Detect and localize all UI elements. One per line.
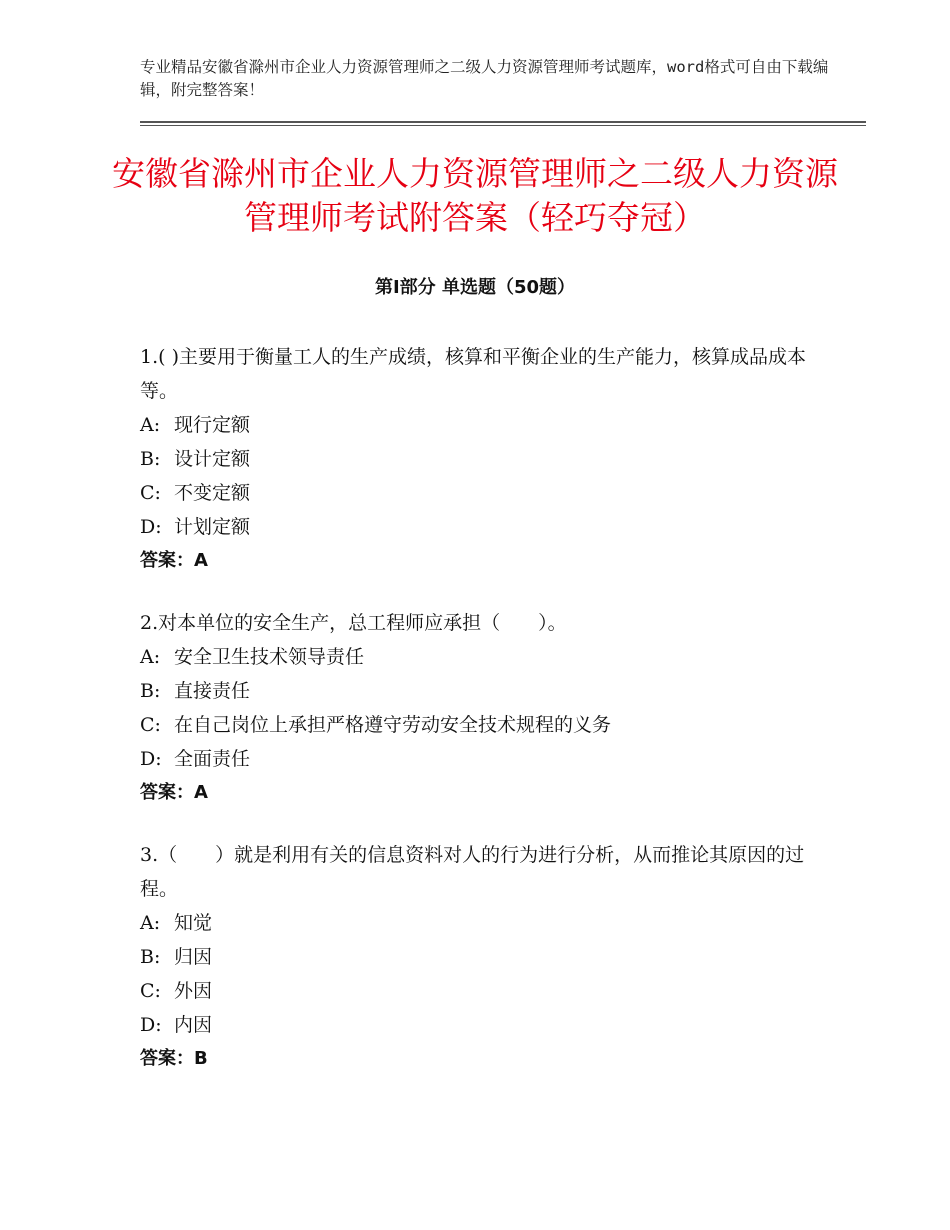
option-letter: A: xyxy=(140,646,161,668)
document-title: 安徽省滁州市企业人力资源管理师之二级人力资源管理师考试附答案（轻巧夺冠） xyxy=(112,154,838,237)
option-b xyxy=(140,940,820,974)
option-letter: C: xyxy=(140,980,161,1002)
option-a xyxy=(140,640,820,674)
header-rule-thin xyxy=(140,125,866,126)
option-text: 计划定额 xyxy=(174,516,251,538)
question-stem: 3.（ ）就是利用有关的信息资料对人的行为进行分析，从而推论其原因的过程。 xyxy=(140,844,805,900)
option-text: 内因 xyxy=(174,1014,213,1036)
option-a xyxy=(140,906,820,940)
option-letter: C: xyxy=(140,482,161,504)
option-text: 安全卫生技术领导责任 xyxy=(174,646,365,668)
option-letter: B: xyxy=(140,680,161,702)
question-stem: 2.对本单位的安全生产，总工程师应承担（ ）。 xyxy=(140,612,567,634)
header-rule-thick xyxy=(140,121,866,123)
option-text: 全面责任 xyxy=(174,748,251,770)
option-letter: D: xyxy=(140,516,162,538)
option-letter: B: xyxy=(140,448,161,470)
option-c xyxy=(140,974,820,1008)
option-d xyxy=(140,742,820,776)
option-text: 设计定额 xyxy=(174,448,251,470)
answer-label: 答案：B xyxy=(140,1048,208,1069)
header-note: 专业精品安徽省滁州市企业人力资源管理师之二级人力资源管理师考试题库，word格式可自由下载编辑，附完整答案！ xyxy=(140,58,829,99)
option-letter: D: xyxy=(140,1014,162,1036)
question-item xyxy=(140,606,820,810)
question-item xyxy=(140,340,820,578)
option-letter: D: xyxy=(140,748,162,770)
option-b xyxy=(140,674,820,708)
option-c xyxy=(140,476,820,510)
answer-label: 答案：A xyxy=(140,550,208,571)
option-text: 直接责任 xyxy=(174,680,251,702)
option-text: 在自己岗位上承担严格遵守劳动安全技术规程的义务 xyxy=(174,714,612,736)
answer-label: 答案：A xyxy=(140,782,208,803)
question-item xyxy=(140,838,820,1076)
option-text: 知觉 xyxy=(174,912,213,934)
option-letter: C: xyxy=(140,714,161,736)
option-letter: A: xyxy=(140,414,161,436)
option-text: 现行定额 xyxy=(174,414,251,436)
option-text: 归因 xyxy=(174,946,213,968)
option-d xyxy=(140,510,820,544)
option-b xyxy=(140,442,820,476)
option-text: 不变定额 xyxy=(174,482,251,504)
section-heading: 第Ⅰ部分 单选题（50题） xyxy=(374,277,575,298)
option-letter: A: xyxy=(140,912,161,934)
question-stem: 1.( )主要用于衡量工人的生产成绩，核算和平衡企业的生产能力，核算成品成本等。 xyxy=(140,346,806,402)
option-a xyxy=(140,408,820,442)
option-d xyxy=(140,1008,820,1042)
option-c xyxy=(140,708,820,742)
option-text: 外因 xyxy=(174,980,213,1002)
option-letter: B: xyxy=(140,946,161,968)
question-list xyxy=(140,340,820,1104)
